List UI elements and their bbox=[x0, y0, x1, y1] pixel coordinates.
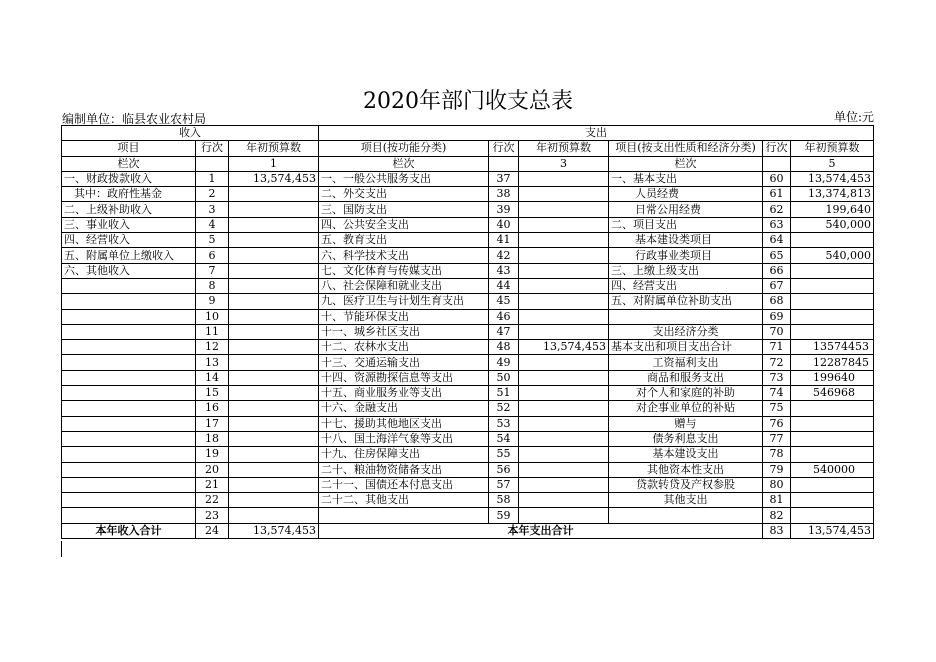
economic-row-no-cell: 79 bbox=[763, 462, 791, 477]
income-amount-cell bbox=[229, 431, 319, 446]
col-budget-header: 年初预算数 bbox=[519, 141, 609, 156]
economic-amount-cell: 540,000 bbox=[791, 248, 874, 263]
income-amount-cell bbox=[229, 187, 319, 202]
table-row bbox=[62, 355, 874, 370]
income-item-cell bbox=[62, 294, 196, 309]
function-row-no-cell: 52 bbox=[489, 401, 519, 416]
income-amount-cell bbox=[229, 447, 319, 462]
income-item-cell: 其中：政府性基金 bbox=[62, 187, 196, 202]
function-amount-cell bbox=[519, 431, 609, 446]
income-amount-cell bbox=[229, 416, 319, 431]
economic-row-no-cell: 68 bbox=[763, 294, 791, 309]
income-total-label: 本年收入合计 bbox=[62, 523, 196, 538]
income-item-cell bbox=[62, 447, 196, 462]
report-title: 2020年部门收支总表 bbox=[363, 89, 573, 114]
economic-amount-cell: 199,640 bbox=[791, 202, 874, 217]
economic-amount-cell bbox=[791, 401, 874, 416]
function-row-no-cell: 50 bbox=[489, 370, 519, 385]
function-row-no-cell: 53 bbox=[489, 416, 519, 431]
income-total-amount: 13,574,453 bbox=[229, 523, 319, 538]
economic-amount-cell: 540,000 bbox=[791, 217, 874, 232]
function-amount-cell bbox=[519, 217, 609, 232]
function-amount-cell bbox=[519, 508, 609, 523]
economic-item-cell: 其他资本性支出 bbox=[609, 462, 763, 477]
economic-amount-cell: 546968 bbox=[791, 386, 874, 401]
function-amount-cell bbox=[519, 202, 609, 217]
income-row-no-cell: 16 bbox=[196, 401, 229, 416]
income-row-no-cell: 17 bbox=[196, 416, 229, 431]
economic-item-cell: 对个人和家庭的补助 bbox=[609, 386, 763, 401]
income-row-no-cell: 13 bbox=[196, 355, 229, 370]
income-row-no-cell: 3 bbox=[196, 202, 229, 217]
economic-amount-cell bbox=[791, 324, 874, 339]
function-row-no-cell: 51 bbox=[489, 386, 519, 401]
economic-row-no-cell: 75 bbox=[763, 401, 791, 416]
economic-amount-cell bbox=[791, 508, 874, 523]
economic-amount-cell: 12287845 bbox=[791, 355, 874, 370]
economic-row-no-cell: 76 bbox=[763, 416, 791, 431]
income-row-no-cell: 21 bbox=[196, 477, 229, 492]
table-row bbox=[62, 294, 874, 309]
function-amount-cell bbox=[519, 386, 609, 401]
table-row bbox=[62, 171, 874, 186]
function-item-cell: 五、教育支出 bbox=[319, 233, 489, 248]
function-item-cell: 二、外交支出 bbox=[319, 187, 489, 202]
table-row bbox=[62, 462, 874, 477]
table-row bbox=[62, 447, 874, 462]
economic-item-cell: 二、项目支出 bbox=[609, 217, 763, 232]
function-amount-cell bbox=[519, 370, 609, 385]
col-budget-header: 年初预算数 bbox=[791, 141, 874, 156]
function-amount-cell bbox=[519, 233, 609, 248]
income-row-no-cell: 12 bbox=[196, 340, 229, 355]
table-row bbox=[62, 233, 874, 248]
economic-item-cell: 四、经营支出 bbox=[609, 278, 763, 293]
function-item-cell: 十六、金融支出 bbox=[319, 401, 489, 416]
economic-amount-cell bbox=[791, 477, 874, 492]
total-row bbox=[62, 523, 874, 538]
function-row-no-cell: 48 bbox=[489, 340, 519, 355]
expense-total-amount: 13,574,453 bbox=[791, 523, 874, 538]
economic-item-cell: 五、对附属单位补助支出 bbox=[609, 294, 763, 309]
function-row-no-cell: 37 bbox=[489, 171, 519, 186]
index-row bbox=[62, 156, 874, 171]
economic-row-no-cell: 82 bbox=[763, 508, 791, 523]
function-row-no-cell: 38 bbox=[489, 187, 519, 202]
function-item-cell: 十四、资源勘探信息等支出 bbox=[319, 370, 489, 385]
index-cell: 栏次 bbox=[62, 156, 196, 171]
function-amount-cell bbox=[519, 493, 609, 508]
income-item-cell bbox=[62, 386, 196, 401]
income-header: 收入 bbox=[62, 126, 319, 141]
income-item-cell: 六、其他收入 bbox=[62, 263, 196, 278]
function-row-no-cell: 47 bbox=[489, 324, 519, 339]
economic-amount-cell: 199640 bbox=[791, 370, 874, 385]
section-header-row bbox=[62, 126, 874, 141]
income-item-cell bbox=[62, 278, 196, 293]
economic-row-no-cell: 60 bbox=[763, 171, 791, 186]
function-item-cell: 八、社会保障和就业支出 bbox=[319, 278, 489, 293]
income-item-cell bbox=[62, 462, 196, 477]
income-item-cell: 四、经营收入 bbox=[62, 233, 196, 248]
function-row-no-cell: 42 bbox=[489, 248, 519, 263]
table-row bbox=[62, 370, 874, 385]
function-row-no-cell: 55 bbox=[489, 447, 519, 462]
function-amount-cell bbox=[519, 355, 609, 370]
income-amount-cell bbox=[229, 493, 319, 508]
index-cell bbox=[489, 156, 519, 171]
function-item-cell: 十二、农林水支出 bbox=[319, 340, 489, 355]
income-item-cell bbox=[62, 355, 196, 370]
income-amount-cell bbox=[229, 355, 319, 370]
function-amount-cell bbox=[519, 324, 609, 339]
table-row bbox=[62, 386, 874, 401]
economic-item-cell: 商品和服务支出 bbox=[609, 370, 763, 385]
economic-row-no-cell: 74 bbox=[763, 386, 791, 401]
economic-row-no-cell: 70 bbox=[763, 324, 791, 339]
unit-label: 单位:元 bbox=[833, 110, 874, 124]
income-amount-cell bbox=[229, 508, 319, 523]
function-row-no-cell: 40 bbox=[489, 217, 519, 232]
table-row bbox=[62, 187, 874, 202]
economic-item-cell: 一、基本支出 bbox=[609, 171, 763, 186]
economic-item-cell bbox=[609, 508, 763, 523]
function-amount-cell bbox=[519, 401, 609, 416]
economic-item-cell: 贷款转贷及产权参股 bbox=[609, 477, 763, 492]
expense-total-label: 本年支出合计 bbox=[319, 523, 763, 538]
income-item-cell bbox=[62, 508, 196, 523]
economic-amount-cell: 13,374,813 bbox=[791, 187, 874, 202]
function-item-cell: 二十二、其他支出 bbox=[319, 493, 489, 508]
income-amount-cell bbox=[229, 248, 319, 263]
economic-amount-cell bbox=[791, 263, 874, 278]
economic-row-no-cell: 61 bbox=[763, 187, 791, 202]
table-row bbox=[62, 401, 874, 416]
income-row-no-cell: 15 bbox=[196, 386, 229, 401]
income-amount-cell bbox=[229, 401, 319, 416]
economic-row-no-cell: 64 bbox=[763, 233, 791, 248]
function-item-cell: 九、医疗卫生与计划生育支出 bbox=[319, 294, 489, 309]
income-amount-cell bbox=[229, 263, 319, 278]
index-cell: 1 bbox=[229, 156, 319, 171]
function-row-no-cell: 58 bbox=[489, 493, 519, 508]
income-row-no-cell: 22 bbox=[196, 493, 229, 508]
income-row-no-cell: 2 bbox=[196, 187, 229, 202]
function-row-no-cell: 49 bbox=[489, 355, 519, 370]
table-row bbox=[62, 202, 874, 217]
economic-item-cell: 支出经济分类 bbox=[609, 324, 763, 339]
function-item-cell: 一、一般公共服务支出 bbox=[319, 171, 489, 186]
economic-item-cell: 日常公用经费 bbox=[609, 202, 763, 217]
function-item-cell: 十、节能环保支出 bbox=[319, 309, 489, 324]
function-row-no-cell: 54 bbox=[489, 431, 519, 446]
expense-header: 支出 bbox=[319, 126, 874, 141]
income-row-no-cell: 14 bbox=[196, 370, 229, 385]
table-row bbox=[62, 217, 874, 232]
table-row bbox=[62, 248, 874, 263]
table-row bbox=[62, 309, 874, 324]
economic-item-cell: 人员经费 bbox=[609, 187, 763, 202]
function-amount-cell bbox=[519, 278, 609, 293]
income-amount-cell bbox=[229, 324, 319, 339]
economic-row-no-cell: 69 bbox=[763, 309, 791, 324]
income-row-no-cell: 8 bbox=[196, 278, 229, 293]
col-row-header: 行次 bbox=[489, 141, 519, 156]
function-amount-cell bbox=[519, 462, 609, 477]
income-item-cell: 三、事业收入 bbox=[62, 217, 196, 232]
income-item-cell: 一、财政拨款收入 bbox=[62, 171, 196, 186]
income-row-no-cell: 5 bbox=[196, 233, 229, 248]
expense-total-row-no: 83 bbox=[763, 523, 791, 538]
function-amount-cell bbox=[519, 248, 609, 263]
economic-row-no-cell: 78 bbox=[763, 447, 791, 462]
economic-item-cell: 行政事业类项目 bbox=[609, 248, 763, 263]
economic-row-no-cell: 72 bbox=[763, 355, 791, 370]
col-budget-header: 年初预算数 bbox=[229, 141, 319, 156]
economic-item-cell: 其他支出 bbox=[609, 493, 763, 508]
income-total-row-no: 24 bbox=[196, 523, 229, 538]
economic-item-cell: 基本建设支出 bbox=[609, 447, 763, 462]
income-amount-cell bbox=[229, 386, 319, 401]
col-econ-item-header: 项目(按支出性质和经济分类) bbox=[609, 141, 763, 156]
function-amount-cell bbox=[519, 171, 609, 186]
economic-amount-cell bbox=[791, 416, 874, 431]
income-item-cell bbox=[62, 309, 196, 324]
income-item-cell bbox=[62, 477, 196, 492]
income-row-no-cell: 1 bbox=[196, 171, 229, 186]
function-item-cell: 四、公共安全支出 bbox=[319, 217, 489, 232]
income-item-cell bbox=[62, 370, 196, 385]
index-cell: 栏次 bbox=[319, 156, 489, 171]
function-item-cell: 十七、援助其他地区支出 bbox=[319, 416, 489, 431]
table-row bbox=[62, 324, 874, 339]
function-item-cell: 二十一、国债还本付息支出 bbox=[319, 477, 489, 492]
income-amount-cell bbox=[229, 370, 319, 385]
economic-item-cell bbox=[609, 309, 763, 324]
function-row-no-cell: 44 bbox=[489, 278, 519, 293]
function-amount-cell: 13,574,453 bbox=[519, 340, 609, 355]
function-item-cell: 十一、城乡社区支出 bbox=[319, 324, 489, 339]
economic-item-cell: 三、上缴上级支出 bbox=[609, 263, 763, 278]
function-item-cell: 十九、住房保障支出 bbox=[319, 447, 489, 462]
income-amount-cell: 13,574,453 bbox=[229, 171, 319, 186]
income-row-no-cell: 18 bbox=[196, 431, 229, 446]
income-row-no-cell: 23 bbox=[196, 508, 229, 523]
function-amount-cell bbox=[519, 187, 609, 202]
column-header-row bbox=[62, 141, 874, 156]
index-cell bbox=[196, 156, 229, 171]
index-cell: 3 bbox=[519, 156, 609, 171]
table-row bbox=[62, 416, 874, 431]
income-amount-cell bbox=[229, 294, 319, 309]
budget-table bbox=[61, 125, 874, 539]
economic-row-no-cell: 67 bbox=[763, 278, 791, 293]
index-cell: 栏次 bbox=[609, 156, 763, 171]
function-amount-cell bbox=[519, 477, 609, 492]
income-row-no-cell: 7 bbox=[196, 263, 229, 278]
income-item-cell: 二、上级补助收入 bbox=[62, 202, 196, 217]
income-row-no-cell: 11 bbox=[196, 324, 229, 339]
economic-amount-cell bbox=[791, 431, 874, 446]
table-row bbox=[62, 263, 874, 278]
income-amount-cell bbox=[229, 217, 319, 232]
index-cell: 5 bbox=[791, 156, 874, 171]
income-item-cell bbox=[62, 340, 196, 355]
income-amount-cell bbox=[229, 202, 319, 217]
income-row-no-cell: 20 bbox=[196, 462, 229, 477]
table-row bbox=[62, 340, 874, 355]
function-item-cell: 三、国防支出 bbox=[319, 202, 489, 217]
index-cell bbox=[763, 156, 791, 171]
economic-amount-cell bbox=[791, 447, 874, 462]
economic-item-cell: 赠与 bbox=[609, 416, 763, 431]
function-item-cell: 七、文化体育与传媒支出 bbox=[319, 263, 489, 278]
economic-amount-cell bbox=[791, 493, 874, 508]
income-amount-cell bbox=[229, 309, 319, 324]
col-row-header: 行次 bbox=[763, 141, 791, 156]
economic-amount-cell bbox=[791, 233, 874, 248]
economic-row-no-cell: 66 bbox=[763, 263, 791, 278]
income-amount-cell bbox=[229, 278, 319, 293]
table-row bbox=[62, 431, 874, 446]
economic-item-cell: 基本建设类项目 bbox=[609, 233, 763, 248]
income-amount-cell bbox=[229, 477, 319, 492]
function-row-no-cell: 59 bbox=[489, 508, 519, 523]
economic-row-no-cell: 80 bbox=[763, 477, 791, 492]
economic-row-no-cell: 81 bbox=[763, 493, 791, 508]
function-item-cell: 十五、商业服务业等支出 bbox=[319, 386, 489, 401]
function-item-cell: 十八、国土海洋气象等支出 bbox=[319, 431, 489, 446]
economic-item-cell: 基本支出和项目支出合计 bbox=[609, 340, 763, 355]
economic-row-no-cell: 62 bbox=[763, 202, 791, 217]
function-row-no-cell: 45 bbox=[489, 294, 519, 309]
table-row bbox=[62, 278, 874, 293]
function-row-no-cell: 46 bbox=[489, 309, 519, 324]
economic-row-no-cell: 65 bbox=[763, 248, 791, 263]
function-row-no-cell: 43 bbox=[489, 263, 519, 278]
income-item-cell bbox=[62, 416, 196, 431]
function-item-cell: 六、科学技术支出 bbox=[319, 248, 489, 263]
income-item-cell bbox=[62, 431, 196, 446]
org-label: 编制单位：临县农业农村局 bbox=[62, 112, 207, 126]
income-row-no-cell: 6 bbox=[196, 248, 229, 263]
economic-amount-cell: 13574453 bbox=[791, 340, 874, 355]
economic-item-cell: 对企事业单位的补贴 bbox=[609, 401, 763, 416]
col-func-item-header: 项目(按功能分类) bbox=[319, 141, 489, 156]
income-item-cell: 五、附属单位上缴收入 bbox=[62, 248, 196, 263]
income-row-no-cell: 9 bbox=[196, 294, 229, 309]
income-amount-cell bbox=[229, 462, 319, 477]
economic-row-no-cell: 63 bbox=[763, 217, 791, 232]
income-amount-cell bbox=[229, 340, 319, 355]
economic-item-cell: 债务利息支出 bbox=[609, 431, 763, 446]
income-row-no-cell: 19 bbox=[196, 447, 229, 462]
economic-row-no-cell: 73 bbox=[763, 370, 791, 385]
function-amount-cell bbox=[519, 263, 609, 278]
function-row-no-cell: 41 bbox=[489, 233, 519, 248]
economic-amount-cell: 13,574,453 bbox=[791, 171, 874, 186]
col-row-header: 行次 bbox=[196, 141, 229, 156]
income-item-cell bbox=[62, 401, 196, 416]
income-item-cell bbox=[62, 493, 196, 508]
economic-amount-cell bbox=[791, 294, 874, 309]
economic-row-no-cell: 77 bbox=[763, 431, 791, 446]
col-item-header: 项目 bbox=[62, 141, 196, 156]
function-amount-cell bbox=[519, 294, 609, 309]
income-row-no-cell: 4 bbox=[196, 217, 229, 232]
economic-amount-cell bbox=[791, 278, 874, 293]
function-amount-cell bbox=[519, 447, 609, 462]
function-row-no-cell: 57 bbox=[489, 477, 519, 492]
table-row bbox=[62, 477, 874, 492]
economic-item-cell: 工资福利支出 bbox=[609, 355, 763, 370]
income-row-no-cell: 10 bbox=[196, 309, 229, 324]
function-item-cell: 十三、交通运输支出 bbox=[319, 355, 489, 370]
function-row-no-cell: 39 bbox=[489, 202, 519, 217]
income-amount-cell bbox=[229, 233, 319, 248]
table-edge-line bbox=[61, 541, 62, 557]
function-amount-cell bbox=[519, 416, 609, 431]
income-item-cell bbox=[62, 324, 196, 339]
function-item-cell: 二十、粮油物资储备支出 bbox=[319, 462, 489, 477]
economic-amount-cell: 540000 bbox=[791, 462, 874, 477]
function-item-cell bbox=[319, 508, 489, 523]
function-row-no-cell: 56 bbox=[489, 462, 519, 477]
economic-row-no-cell: 71 bbox=[763, 340, 791, 355]
table-row bbox=[62, 508, 874, 523]
function-amount-cell bbox=[519, 309, 609, 324]
economic-amount-cell bbox=[791, 309, 874, 324]
table-row bbox=[62, 493, 874, 508]
